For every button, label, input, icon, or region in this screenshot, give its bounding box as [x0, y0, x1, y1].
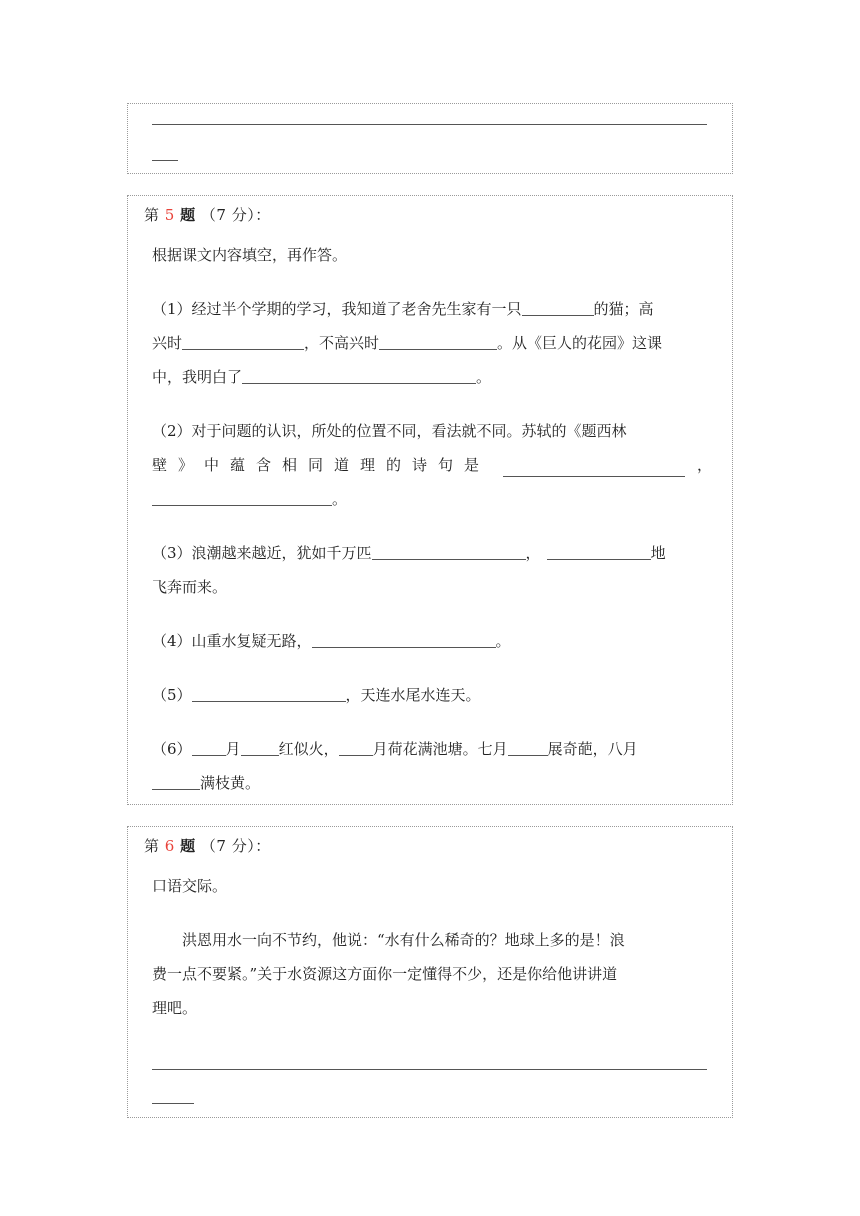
- item-text: 中，我明白了: [152, 368, 243, 386]
- question-label-prefix: 第: [144, 837, 160, 855]
- item-text: ，: [696, 456, 712, 474]
- item-text: ，: [525, 544, 541, 562]
- item-3-line-1: [152, 536, 712, 570]
- blank-field[interactable]: [152, 489, 332, 506]
- item-text: 满枝黄。: [200, 774, 261, 792]
- item-text: （1）经过半个学期的学习，我知道了老舍先生家有一只: [152, 300, 522, 318]
- item-text: ，不高兴时: [304, 334, 380, 352]
- blank-field[interactable]: [192, 685, 346, 702]
- blank-field[interactable]: [312, 631, 496, 648]
- item-text: 。从《巨人的花园》这课: [497, 334, 663, 352]
- question-6-body-line-3: 理吧。: [152, 999, 198, 1017]
- question-6-header: [144, 835, 271, 856]
- item-5-line-1: [152, 678, 712, 712]
- item-2-line-1: （2）对于问题的认识，所处的位置不同，看法就不同。苏轼的《题西林: [152, 422, 627, 440]
- blank-field[interactable]: [241, 739, 279, 756]
- question-label-prefix: 第: [144, 206, 160, 224]
- blank-field[interactable]: [242, 367, 476, 384]
- question-6-instruction: 口语交际。: [152, 877, 228, 895]
- item-text: 地: [650, 544, 666, 562]
- question-5-instruction: 根据课文内容填空，再作答。: [152, 246, 348, 264]
- question-5-box: [127, 195, 733, 805]
- blank-field[interactable]: [547, 543, 651, 560]
- question-label-suffix: 题: [180, 206, 196, 224]
- question-6-body-line-2: 费一点不要紧。”关于水资源这方面你一定懂得不少，还是你给他讲讲道: [152, 965, 618, 983]
- question-6-body-line-1: 洪恩用水一向不节约，他说：“水有什么稀奇的？地球上多的是！浪: [182, 931, 625, 949]
- blank-field[interactable]: [192, 739, 226, 756]
- answer-line[interactable]: [152, 124, 707, 125]
- item-1-line-1: [152, 292, 712, 326]
- answer-line[interactable]: [152, 1069, 707, 1070]
- item-text: ，天连水尾水连天。: [345, 686, 481, 704]
- blank-field[interactable]: [508, 739, 548, 756]
- item-text: （6）: [152, 740, 192, 758]
- item-4-line-1: [152, 624, 712, 658]
- blank-field[interactable]: [152, 773, 200, 790]
- blank-field[interactable]: [182, 333, 304, 350]
- item-text: 月: [225, 740, 241, 758]
- item-text: 月荷花满池塘。七月: [372, 740, 508, 758]
- item-text: （3）浪潮越来越近，犹如千万匹: [152, 544, 372, 562]
- question-number: 5: [164, 206, 175, 224]
- answer-line-short[interactable]: [152, 1103, 194, 1104]
- item-text: 兴时: [152, 334, 183, 352]
- item-1-line-3: [152, 360, 712, 394]
- question-label-suffix: 题: [180, 837, 196, 855]
- item-text: 。: [332, 490, 348, 508]
- blank-field[interactable]: [522, 299, 594, 316]
- answer-line-short[interactable]: [152, 160, 178, 161]
- blank-field[interactable]: [339, 739, 373, 756]
- question-score: （7 分）：: [200, 206, 271, 224]
- question-number: 6: [164, 837, 175, 855]
- item-text: 壁》中蕴含相同道理的诗句是: [152, 456, 491, 474]
- question-6-box: [127, 826, 733, 1118]
- item-text: （4）山重水复疑无路，: [152, 632, 312, 650]
- question-score: （7 分）：: [200, 837, 271, 855]
- item-2-line-2: [152, 448, 712, 482]
- blank-field[interactable]: [379, 333, 497, 350]
- item-text: 。: [476, 368, 492, 386]
- item-6-line-1: [152, 732, 712, 766]
- item-1-line-2: [152, 326, 712, 360]
- item-6-line-2: [152, 766, 712, 800]
- item-2-line-3: [152, 482, 712, 516]
- item-text: 展奇葩，八月: [547, 740, 638, 758]
- item-text: （5）: [152, 686, 192, 704]
- item-text: 。: [495, 632, 511, 650]
- item-text: 的猫；高: [593, 300, 654, 318]
- item-3-line-2: 飞奔而来。: [152, 578, 228, 596]
- previous-answer-box: [127, 103, 733, 174]
- item-text: 红似火，: [278, 740, 339, 758]
- blank-field[interactable]: [372, 543, 526, 560]
- question-5-header: [144, 204, 271, 225]
- blank-field[interactable]: [503, 460, 685, 477]
